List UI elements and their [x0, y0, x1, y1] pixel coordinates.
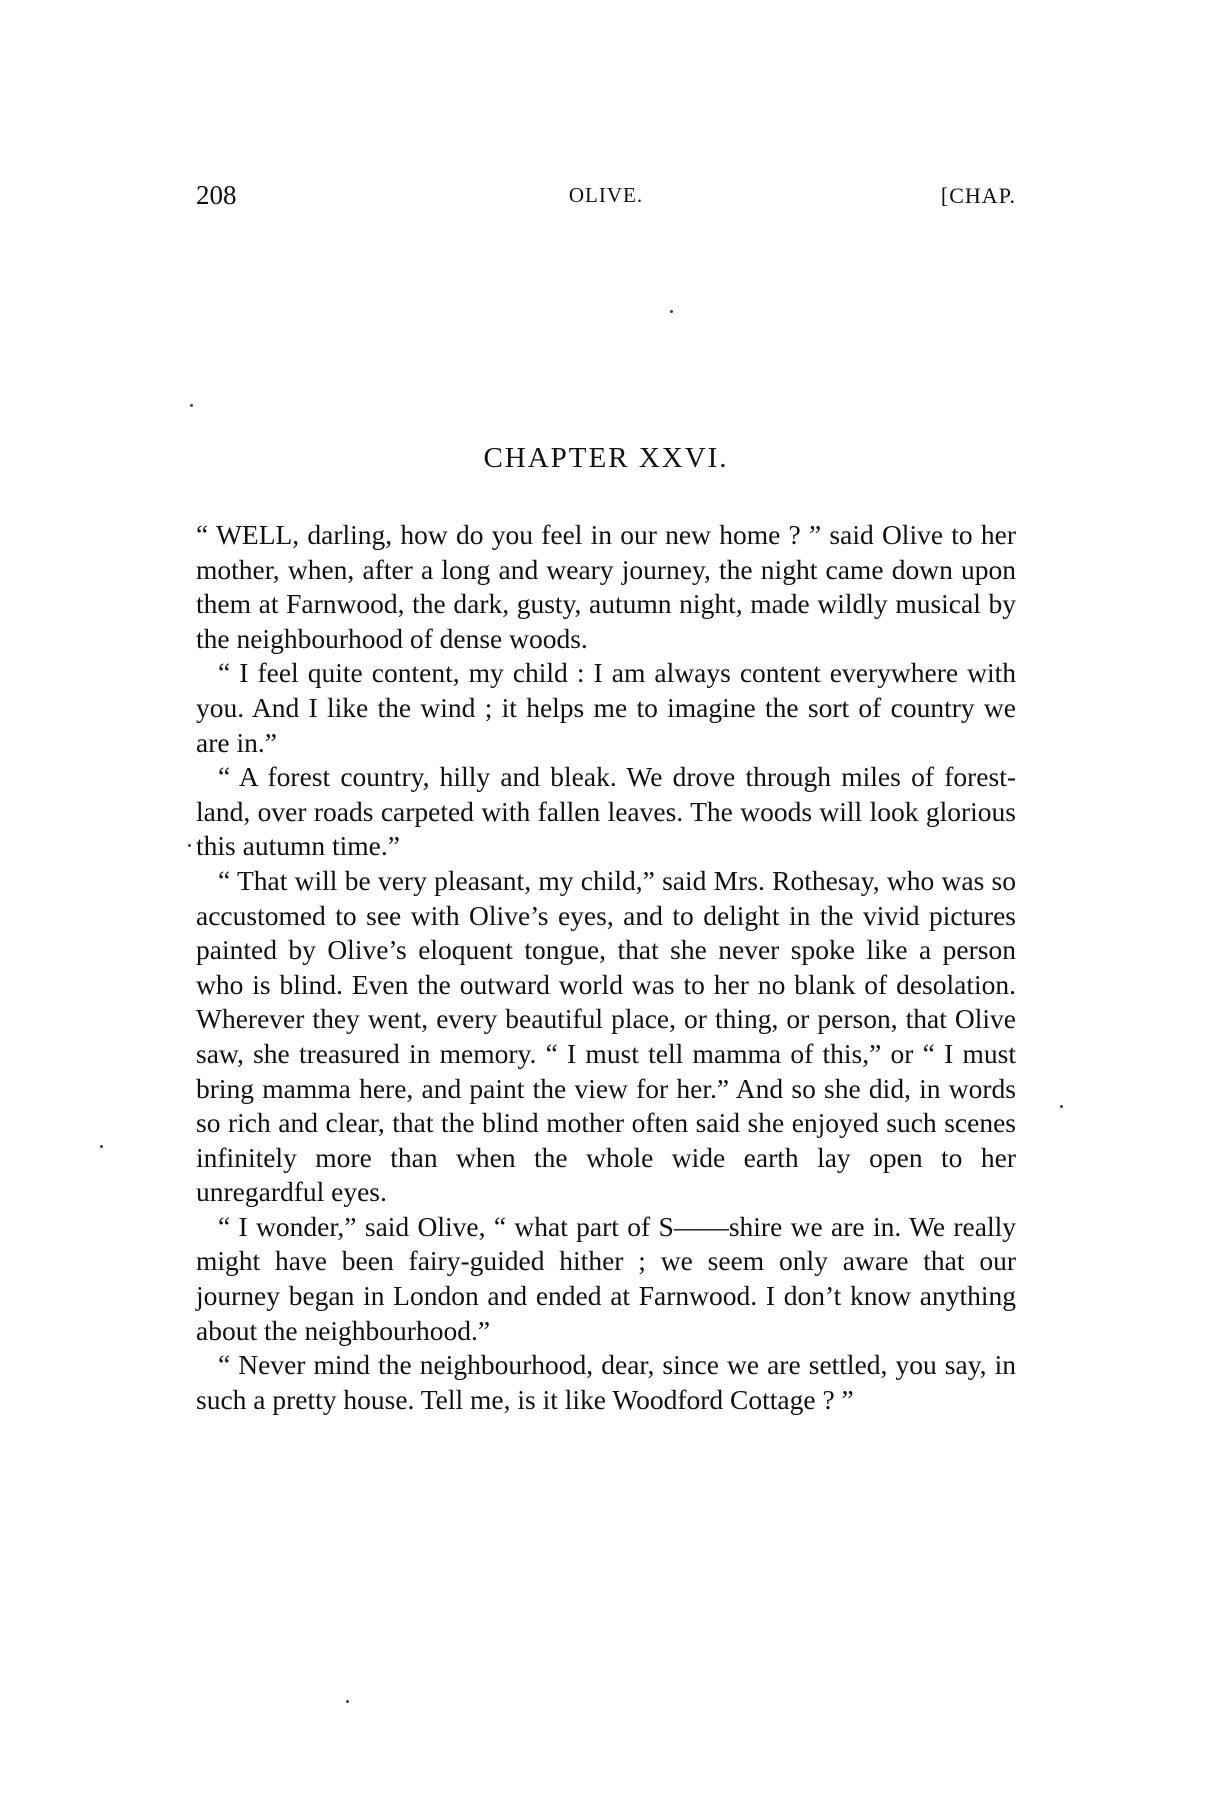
print-speck	[670, 310, 673, 313]
paragraph-4: “ That will be very pleasant, my child,” said Mrs. Rothesay, who was so accustomed to see with Olive’s eyes, and to delight in the vivid pictures painted by Olive’s eloquent tongue, that she never spoke like a person who is blind. Even the outward world was to her no blank of desolation. Wherever they went, every beautiful place, or thing, or person, that Olive saw, she treasured in memory. “ I must tell mamma of this,” or “ I must bring mamma here, and paint the view for her.” And so she did, in words so rich and clear, that the blind mother often said she enjoyed such scenes infinitely more than when the whole wide earth lay open to her unregardful eyes.	[196, 864, 1016, 1208]
paragraph-1-text: , darling, how do you feel in our new home ? ” said Olive to her mother, when, after a long and weary journey, the night came down upon them at Farnwood, the dark, gusty, autumn night, made wildly musical by the neighbourhood of dense woods.	[196, 519, 1017, 654]
paragraph-6: “ Never mind the neighbourhood, dear, since we are settled, you say, in such a pretty house. Tell me, is it like Woodford Cottage ? ”	[196, 1349, 1016, 1415]
running-head	[196, 180, 1016, 220]
running-title: OLIVE.	[568, 183, 644, 207]
paragraph-3: “ A forest country, hilly and bleak. We drove through miles of forest-land, over roads carpeted with fallen leaves. The woods will look glorious this autumn time.”	[196, 761, 1016, 862]
opening-word: “ WELL	[196, 519, 293, 550]
paragraph-5: “ I wonder,” said Olive, “ what part of S——shire we are in. We really might have been fairy-guided hither ; we seem only aware that our journey began in London and ended at Farnwood. I don’t know anything about the neighbourhood.”	[196, 1210, 1016, 1346]
running-chapter-marker: [CHAP.	[940, 183, 1016, 208]
print-speck	[190, 404, 193, 407]
body-text	[196, 518, 1016, 1417]
paragraph-2: “ I feel quite content, my child : I am always content everywhere with you. And I like the wind ; it helps me to imagine the sort of country we are in.”	[196, 657, 1016, 758]
page-number: 208	[196, 180, 237, 210]
print-speck	[346, 1700, 349, 1703]
chapter-heading: CHAPTER XXVI.	[483, 442, 729, 474]
print-speck	[188, 844, 191, 847]
paragraph-1	[196, 518, 1016, 656]
print-speck	[1060, 1105, 1063, 1108]
print-speck	[100, 1145, 103, 1148]
